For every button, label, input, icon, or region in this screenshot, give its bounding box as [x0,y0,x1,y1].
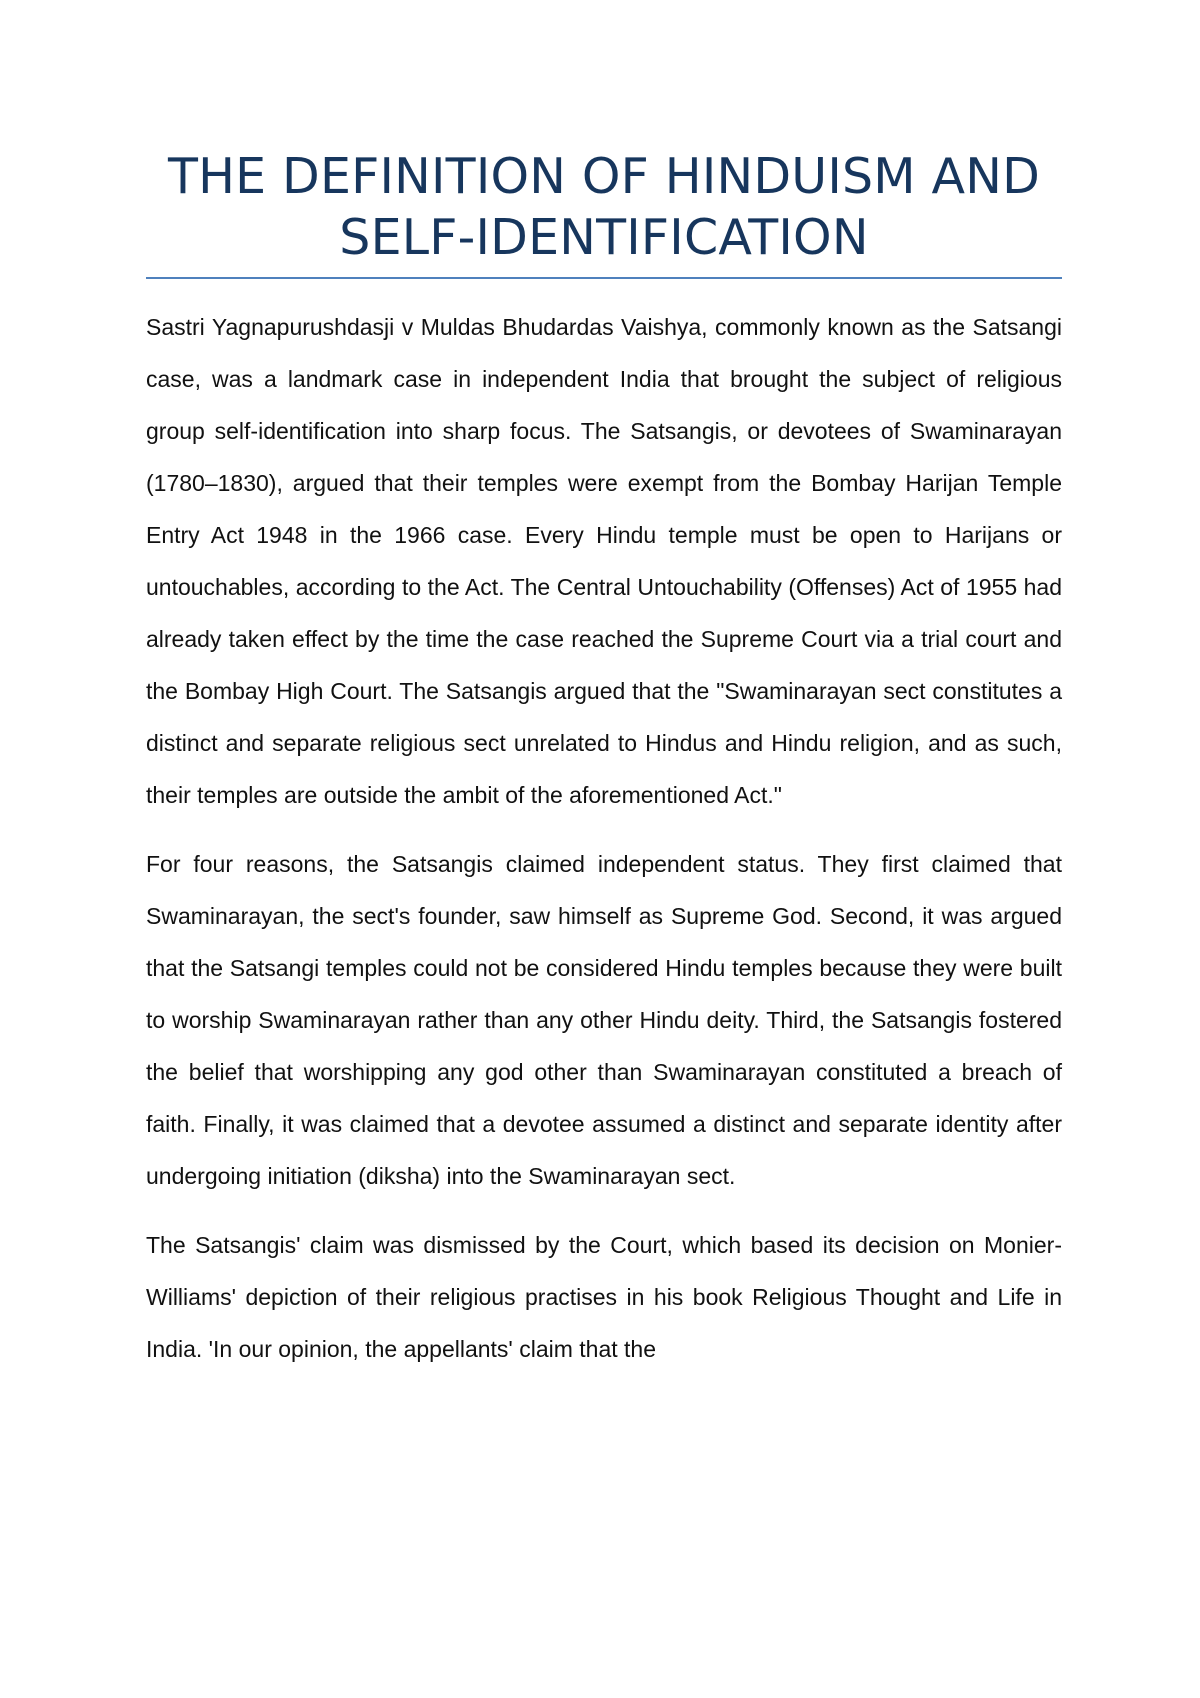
document-body [146,301,1062,1375]
document-title: THE DEFINITION OF HINDUISM AND SELF-IDENTIFICATION [167,148,1041,266]
title-underline-divider [146,277,1062,279]
paragraph-satsangi-case: Sastri Yagnapurushdasji v Muldas Bhudardas Vaishya, commonly known as the Satsangi case, was a landmark case in independent India that brought the subject of religious group self-identification into sharp focus. The Satsangis, or devotees of Swaminarayan (1780–1830), argued that their temples were exempt from the Bombay Harijan Temple Entry Act 1948 in the 1966 case. Every Hindu temple must be open to Harijans or untouchables, according to the Act. The Central Untouchability (Offenses) Act of 1955 had already taken effect by the time the case reached the Supreme Court via a trial court and the Bombay High Court. The Satsangis argued that the "Swaminarayan sect constitutes a distinct and separate religious sect unrelated to Hindus and Hindu religion, and as such, their temples are outside the ambit of the aforementioned Act." [146,314,1062,808]
paragraph-court-decision: The Satsangis' claim was dismissed by the Court, which based its decision on Monier-Williams' depiction of their religious practises in his book Religious Thought and Life in India. 'In our opinion, the appellants' claim that the [146,1232,1062,1362]
paragraph-four-reasons: For four reasons, the Satsangis claimed independent status. They first claimed that Swaminarayan, the sect's founder, saw himself as Supreme God. Second, it was argued that the Satsangi temples could not be considered Hindu temples because they were built to worship Swaminarayan rather than any other Hindu deity. Third, the Satsangis fostered the belief that worshipping any god other than Swaminarayan constituted a breach of faith. Finally, it was claimed that a devotee assumed a distinct and separate identity after undergoing initiation (diksha) into the Swaminarayan sect. [146,851,1062,1189]
